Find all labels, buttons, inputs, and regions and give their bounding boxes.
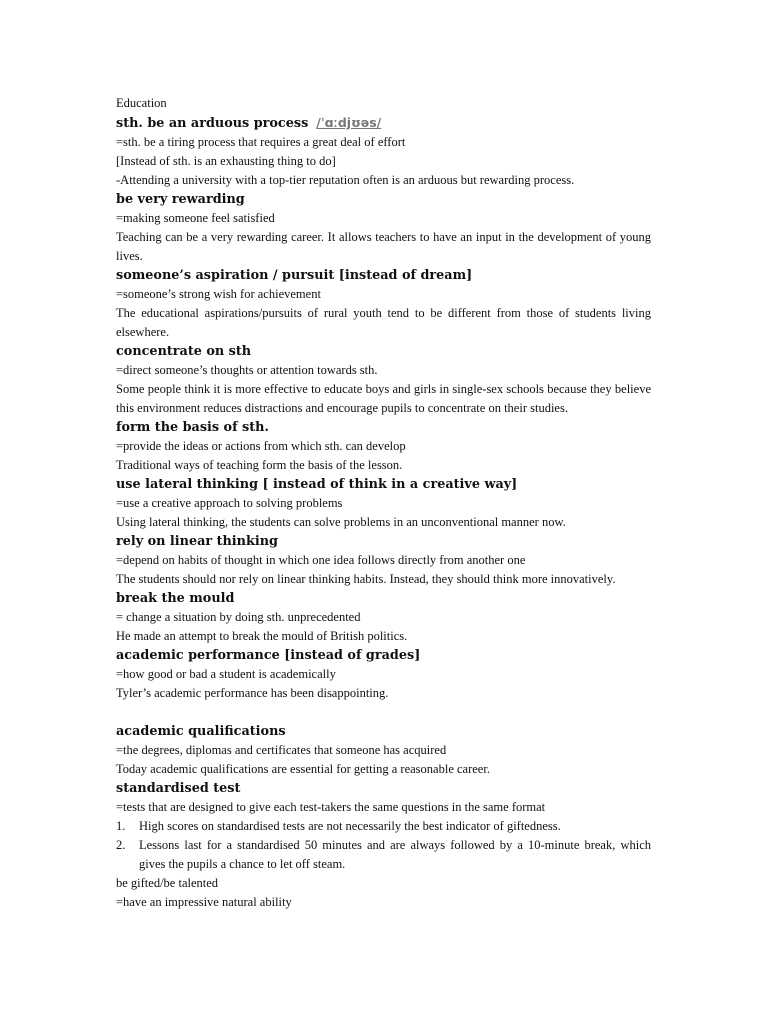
entry-heading: someone’s aspiration / pursuit [instead of dream] <box>116 268 473 283</box>
example: The educational aspirations/pursuits of rural youth tend to be different from those of students living elsewhere. <box>116 306 651 339</box>
note: [Instead of sth. is an exhausting thing to do] <box>116 154 336 168</box>
definition: =the degrees, diplomas and certificates that someone has acquired <box>116 743 447 757</box>
entry <box>116 113 651 190</box>
example: Teaching can be a very rewarding career. It allows teachers to have an input in the development of young lives. <box>116 230 651 263</box>
entry <box>116 475 651 532</box>
definition: =tests that are designed to give each test-takers the same questions in the same format <box>116 800 546 814</box>
entry <box>116 532 651 589</box>
example: Traditional ways of teaching form the basis of the lesson. <box>116 458 403 472</box>
entry-heading: rely on linear thinking <box>116 534 278 549</box>
entry-heading: form the basis of sth. <box>116 420 269 435</box>
entry-heading: use lateral thinking [ instead of think in a creative way] <box>116 477 518 492</box>
entry <box>116 646 651 703</box>
example: He made an attempt to break the mould of British politics. <box>116 629 408 643</box>
document-page <box>116 94 651 912</box>
example: -Attending a university with a top-tier reputation often is an arduous but rewarding process. <box>116 173 575 187</box>
definition: =provide the ideas or actions from which sth. can develop <box>116 439 406 453</box>
entry-heading: academic performance [instead of grades] <box>116 648 421 663</box>
example: Some people think it is more effective to educate boys and girls in single-sex schools because they believe this environment reduces distractions and encourage pupils to concentrate on their studies. <box>116 382 651 415</box>
entry <box>116 722 651 779</box>
entry-heading <box>116 113 651 133</box>
example: The students should nor rely on linear thinking habits. Instead, they should think more innovatively. <box>116 572 616 586</box>
blank-line <box>116 703 651 722</box>
definition: =making someone feel satisfied <box>116 211 275 225</box>
definition: =how good or bad a student is academically <box>116 667 336 681</box>
definition: = change a situation by doing sth. unprecedented <box>116 610 361 624</box>
section-title: Education <box>116 96 167 110</box>
entry <box>116 589 651 646</box>
numbered-example <box>116 817 651 836</box>
entry <box>116 342 651 418</box>
example: Tyler’s academic performance has been disappointing. <box>116 686 389 700</box>
entry-heading-text: sth. be an arduous process <box>116 116 309 131</box>
example: Using lateral thinking, the students can solve problems in an unconventional manner now. <box>116 515 566 529</box>
entry-heading: break the mould <box>116 591 235 606</box>
definition: =sth. be a tiring process that requires a great deal of effort <box>116 135 406 149</box>
entry <box>116 418 651 475</box>
entry-heading: academic qualifications <box>116 724 286 739</box>
phonetic-link[interactable]: /ˈɑːdjʊəs/ <box>316 115 382 130</box>
example: Today academic qualifications are essential for getting a reasonable career. <box>116 762 490 776</box>
plain-heading: be gifted/be talented <box>116 876 219 890</box>
entry-heading: standardised test <box>116 781 241 796</box>
example-text: High scores on standardised tests are not necessarily the best indicator of giftedness. <box>139 819 561 833</box>
definition: =direct someone’s thoughts or attention towards sth. <box>116 363 378 377</box>
entry-heading: be very rewarding <box>116 192 245 207</box>
list-number: 2. <box>116 838 126 852</box>
example-text: Lessons last for a standardised 50 minutes and are always followed by a 10-minute break, which gives the pupils a chance to let off steam. <box>139 838 651 871</box>
entry <box>116 190 651 266</box>
entry <box>116 266 651 342</box>
definition: =someone’s strong wish for achievement <box>116 287 321 301</box>
list-number: 1. <box>116 819 126 833</box>
definition: =use a creative approach to solving problems <box>116 496 343 510</box>
entry-heading: concentrate on sth <box>116 344 252 359</box>
entry <box>116 779 651 874</box>
definition: =depend on habits of thought in which one idea follows directly from another one <box>116 553 526 567</box>
numbered-example <box>116 836 651 874</box>
definition: =have an impressive natural ability <box>116 895 292 909</box>
numbered-examples <box>116 817 651 874</box>
